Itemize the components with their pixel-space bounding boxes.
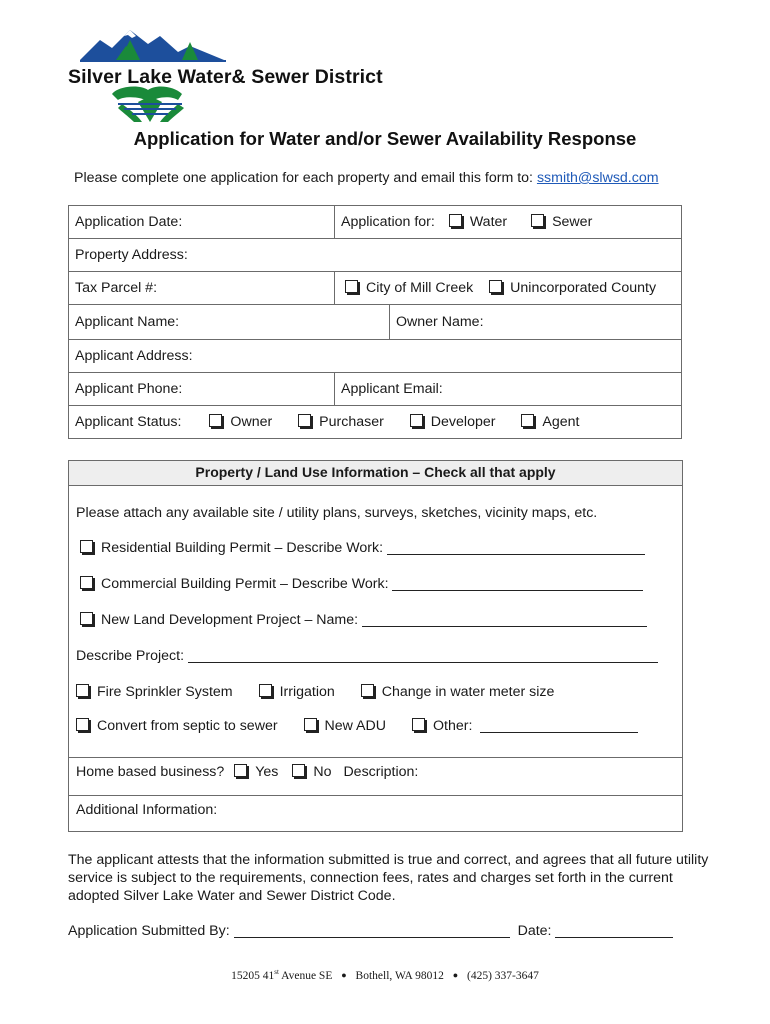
- land-dev-row: [80, 612, 647, 628]
- owner-name-label: Owner Name:: [396, 314, 484, 330]
- septic-checkbox[interactable]: [76, 718, 89, 731]
- footer-street: Avenue SE: [281, 969, 333, 982]
- district-name: Silver Lake Water& Sewer District: [68, 66, 383, 88]
- footer-address: 15205 41: [231, 969, 275, 982]
- applicant-email-field[interactable]: [335, 373, 682, 406]
- commercial-checkbox[interactable]: [80, 576, 93, 589]
- intro-instructions: Please complete one application for each property and email this form to:: [74, 170, 533, 186]
- section-heading-text: Property / Land Use Information – Check all that apply: [195, 464, 556, 480]
- fire-label: Fire Sprinkler System: [97, 684, 233, 700]
- footer-phone: (425) 337-3647: [467, 969, 539, 982]
- applicant-table: [68, 205, 682, 439]
- status-owner-label: Owner: [230, 414, 273, 430]
- applicant-address-field[interactable]: [69, 340, 682, 373]
- application-for-label: Application for:: [341, 214, 435, 230]
- bullet-icon: ●: [452, 969, 459, 980]
- describe-row: [76, 648, 658, 664]
- options-row-2: [76, 718, 638, 734]
- submitted-by-label: Application Submitted By:: [68, 923, 230, 939]
- commercial-blank[interactable]: [392, 576, 643, 591]
- page-title: Application for Water and/or Sewer Availability Response: [133, 128, 637, 149]
- county-label: Unincorporated County: [510, 280, 657, 296]
- septic-label: Convert from septic to sewer: [97, 718, 278, 734]
- property-address-field[interactable]: [69, 239, 682, 272]
- applicant-name-field[interactable]: [69, 305, 390, 340]
- signature-line: [68, 923, 673, 939]
- applicant-email-label: Applicant Email:: [341, 381, 443, 397]
- applicant-status-field: [69, 406, 682, 439]
- applicant-phone-field[interactable]: [69, 373, 335, 406]
- residential-row: [80, 540, 645, 556]
- status-developer-checkbox[interactable]: [410, 414, 423, 427]
- county-checkbox[interactable]: [489, 280, 502, 293]
- commercial-label: Commercial Building Permit – Describe Work:: [101, 576, 389, 592]
- meter-label: Change in water meter size: [381, 684, 555, 700]
- tax-parcel-field[interactable]: [69, 272, 335, 305]
- email-link[interactable]: ssmith@slwsd.com: [536, 170, 659, 186]
- attach-note: Please attach any available site / utility plans, surveys, sketches, vicinity maps, etc.: [76, 505, 598, 521]
- status-agent-checkbox[interactable]: [521, 414, 534, 427]
- status-purchaser-checkbox[interactable]: [298, 414, 311, 427]
- options-row-1: [76, 684, 554, 700]
- city-label: City of Mill Creek: [366, 280, 474, 296]
- fire-checkbox[interactable]: [76, 684, 89, 697]
- intro-text: [74, 170, 659, 186]
- status-developer-label: Developer: [430, 414, 496, 430]
- bullet-icon: ●: [341, 969, 347, 980]
- other-blank[interactable]: [480, 718, 638, 733]
- property-address-label: Property Address:: [75, 247, 188, 263]
- yes-checkbox[interactable]: [234, 764, 247, 777]
- application-date-label: Application Date:: [75, 214, 183, 230]
- footer: [0, 968, 770, 982]
- residential-blank[interactable]: [387, 540, 645, 555]
- status-agent-label: Agent: [542, 414, 580, 430]
- tax-parcel-label: Tax Parcel #:: [75, 280, 158, 296]
- land-dev-blank[interactable]: [362, 612, 647, 627]
- status-purchaser-label: Purchaser: [319, 414, 384, 430]
- yes-label: Yes: [255, 764, 279, 780]
- applicant-status-label: Applicant Status:: [75, 414, 182, 430]
- owner-name-field[interactable]: [390, 305, 682, 340]
- jurisdiction-field: [335, 272, 682, 305]
- footer-suffix: st: [274, 968, 279, 976]
- footer-city: Bothell, WA 98012: [355, 969, 444, 982]
- date-label: Date:: [517, 923, 552, 939]
- land-dev-checkbox[interactable]: [80, 612, 93, 625]
- submitted-by-blank[interactable]: [234, 923, 510, 938]
- meter-checkbox[interactable]: [361, 684, 374, 697]
- no-label: No: [313, 764, 332, 780]
- commercial-row: [80, 576, 643, 592]
- sewer-checkbox[interactable]: [531, 214, 544, 227]
- no-checkbox[interactable]: [292, 764, 305, 777]
- other-label: Other:: [432, 718, 473, 734]
- other-checkbox[interactable]: [412, 718, 425, 731]
- adu-checkbox[interactable]: [304, 718, 317, 731]
- section-heading: [69, 461, 682, 486]
- applicant-name-label: Applicant Name:: [75, 314, 180, 330]
- home-business-label: Home based business?: [76, 764, 225, 780]
- home-business-row: [76, 764, 418, 780]
- residential-label: Residential Building Permit – Describe Work:: [101, 540, 384, 556]
- land-dev-label: New Land Development Project – Name:: [101, 612, 359, 628]
- status-owner-checkbox[interactable]: [209, 414, 222, 427]
- date-blank[interactable]: [555, 923, 673, 938]
- water-checkbox[interactable]: [449, 214, 462, 227]
- adu-label: New ADU: [324, 718, 387, 734]
- describe-label: Describe Project:: [76, 648, 185, 664]
- irrigation-label: Irrigation: [279, 684, 335, 700]
- attestation-text: The applicant attests that the information submitted is true and correct, and agrees that all future utility service is subject to the requirements, connection fees, rates and charges set forth in the current adopted Silver Lake Water and Sewer District Code.: [68, 852, 709, 904]
- mountain-graphic: [80, 30, 224, 60]
- applicant-phone-label: Applicant Phone:: [75, 381, 183, 397]
- water-label: Water: [469, 214, 508, 230]
- application-for-field: [335, 206, 682, 239]
- description-label: Description:: [343, 764, 419, 780]
- irrigation-checkbox[interactable]: [259, 684, 272, 697]
- city-checkbox[interactable]: [345, 280, 358, 293]
- residential-checkbox[interactable]: [80, 540, 93, 553]
- application-date-field[interactable]: [69, 206, 335, 239]
- describe-blank[interactable]: [188, 648, 658, 663]
- sewer-label: Sewer: [552, 214, 593, 230]
- applicant-address-label: Applicant Address:: [75, 348, 193, 364]
- additional-info-field[interactable]: Additional Information:: [76, 802, 218, 818]
